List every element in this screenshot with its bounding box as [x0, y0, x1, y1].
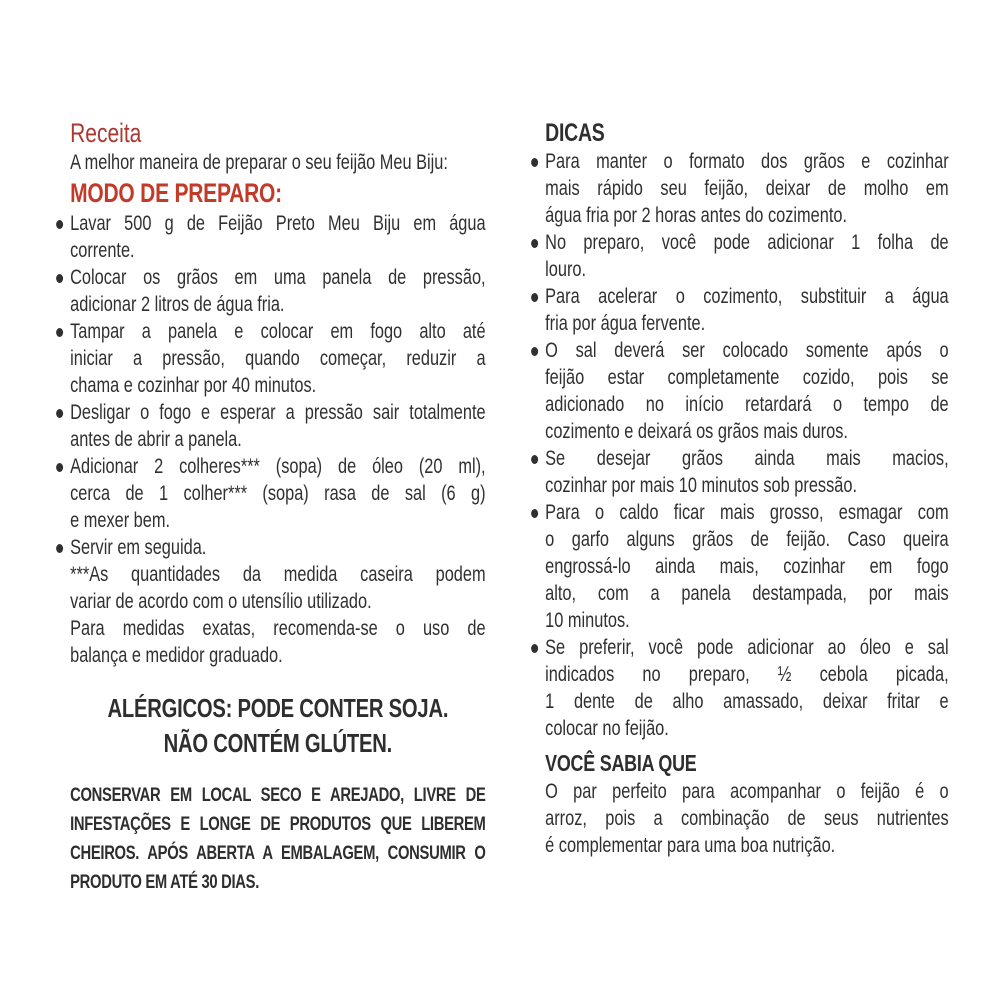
exact-measures-note [53, 615, 486, 669]
text-line: balança e medidor graduado. [70, 644, 283, 667]
recipe-intro: A melhor maneira de preparar o seu feijão Meu Biju: [70, 151, 448, 174]
text-line: Para acelerar o cozimento, substituir a água [545, 285, 949, 308]
text-line: feijão estar completamente cozido, pois se [545, 366, 949, 389]
text-line: 1 dente de alho amassado, deixar fritar e [545, 690, 949, 713]
text-line: Lavar 500 g de Feijão Preto Meu Biju em água [70, 212, 486, 235]
text-line: antes de abrir a panela. [70, 428, 242, 451]
text-line: Colocar os grãos em uma panela de pressão, [70, 266, 486, 289]
preparation-step-item [53, 210, 486, 264]
text-line: variar de acordo com o utensílio utilizado. [70, 590, 372, 613]
left-column [53, 118, 486, 897]
tip-item [528, 634, 949, 742]
allergen-statement [53, 691, 486, 761]
tip-item [528, 445, 949, 499]
text-line: indicados no preparo, ½ cebola picada, [545, 663, 949, 686]
text-line: INFESTAÇÕES E LONGE DE PRODUTOS QUE LIBEREM [70, 814, 486, 835]
storage-instructions [53, 781, 486, 897]
text-line: NÃO CONTÉM GLÚTEN. [163, 728, 393, 758]
text-line: 10 minutos. [545, 609, 630, 632]
preparation-step-item [53, 534, 486, 561]
text-line: Para manter o formato dos grãos e cozinhar [545, 150, 949, 173]
preparation-heading: MODO DE PREPARO: [70, 178, 282, 208]
text-line: o garfo alguns grãos de feijão. Caso queira [545, 528, 949, 551]
text-line: O par perfeito para acompanhar o feijão é o [545, 780, 949, 803]
text-line: adicionar 2 litros de água fria. [70, 293, 285, 316]
text-line: Desligar o fogo e esperar a pressão sair totalmente [70, 401, 486, 424]
text-line: cozinhar por mais 10 minutos sob pressão. [545, 474, 858, 497]
preparation-step-item [53, 318, 486, 399]
text-line: mais rápido seu feijão, deixar de molho em [545, 177, 949, 200]
text-line: arroz, pois a combinação de seus nutrientes [545, 807, 949, 830]
text-line: Adicionar 2 colheres*** (sopa) de óleo (20 ml), [70, 455, 486, 478]
text-line: e mexer bem. [70, 509, 171, 532]
text-line: CONSERVAR EM LOCAL SECO E AREJADO, LIVRE DE [70, 785, 486, 806]
preparation-step-item [53, 264, 486, 318]
tip-item [528, 148, 949, 229]
measurement-note [53, 561, 486, 615]
text-line: PRODUTO EM ATÉ 30 DIAS. [70, 872, 259, 893]
text-line: Se desejar grãos ainda mais macios, [545, 447, 949, 470]
text-line: é complementar para uma boa nutrição. [545, 834, 836, 857]
text-line: ALÉRGICOS: PODE CONTER SOJA. [107, 693, 449, 723]
tips-heading: DICAS [545, 119, 605, 147]
text-line: colocar no feijão. [545, 717, 669, 740]
text-line: fria por água fervente. [545, 312, 706, 335]
text-line: cozimento e deixará os grãos mais duros. [545, 420, 848, 443]
text-line: Tampar a panela e colocar em fogo alto até [70, 320, 486, 343]
tip-item [528, 229, 949, 283]
text-line: cerca de 1 colher*** (sopa) rasa de sal (6 g) [70, 482, 486, 505]
preparation-steps-list [53, 210, 486, 561]
tip-item [528, 283, 949, 337]
did-you-know-heading: VOCÊ SABIA QUE [545, 750, 697, 776]
text-line: No preparo, você pode adicionar 1 folha de [545, 231, 949, 254]
text-line: iniciar a pressão, quando começar, reduzir a [70, 347, 486, 370]
did-you-know-text [528, 778, 949, 859]
text-line: Servir em seguida. [70, 536, 207, 559]
right-column [528, 118, 949, 859]
text-line: Para o caldo ficar mais grosso, esmagar com [545, 501, 949, 524]
text-line: O sal deverá ser colocado somente após o [545, 339, 949, 362]
tips-list [528, 148, 949, 742]
text-line: Para medidas exatas, recomenda-se o uso de [70, 617, 486, 640]
text-line: ***As quantidades da medida caseira podem [70, 563, 486, 586]
text-line: Se preferir, você pode adicionar ao óleo e sal [545, 636, 949, 659]
text-line: engrossá-lo ainda mais, cozinhar em fogo [545, 555, 949, 578]
recipe-label: Receita [70, 118, 142, 148]
preparation-step-item [53, 399, 486, 453]
text-line: CHEIROS. APÓS ABERTA A EMBALAGEM, CONSUMIR O [70, 843, 486, 864]
text-line: chama e cozinhar por 40 minutos. [70, 374, 317, 397]
preparation-step-item [53, 453, 486, 534]
text-line: alto, com a panela destampada, por mais [545, 582, 949, 605]
text-line: água fria por 2 horas antes do cozimento. [545, 204, 848, 227]
text-line: louro. [545, 258, 587, 281]
tip-item [528, 499, 949, 634]
text-line: corrente. [70, 239, 135, 262]
text-line: adicionado no início retardará o tempo de [545, 393, 949, 416]
tip-item [528, 337, 949, 445]
